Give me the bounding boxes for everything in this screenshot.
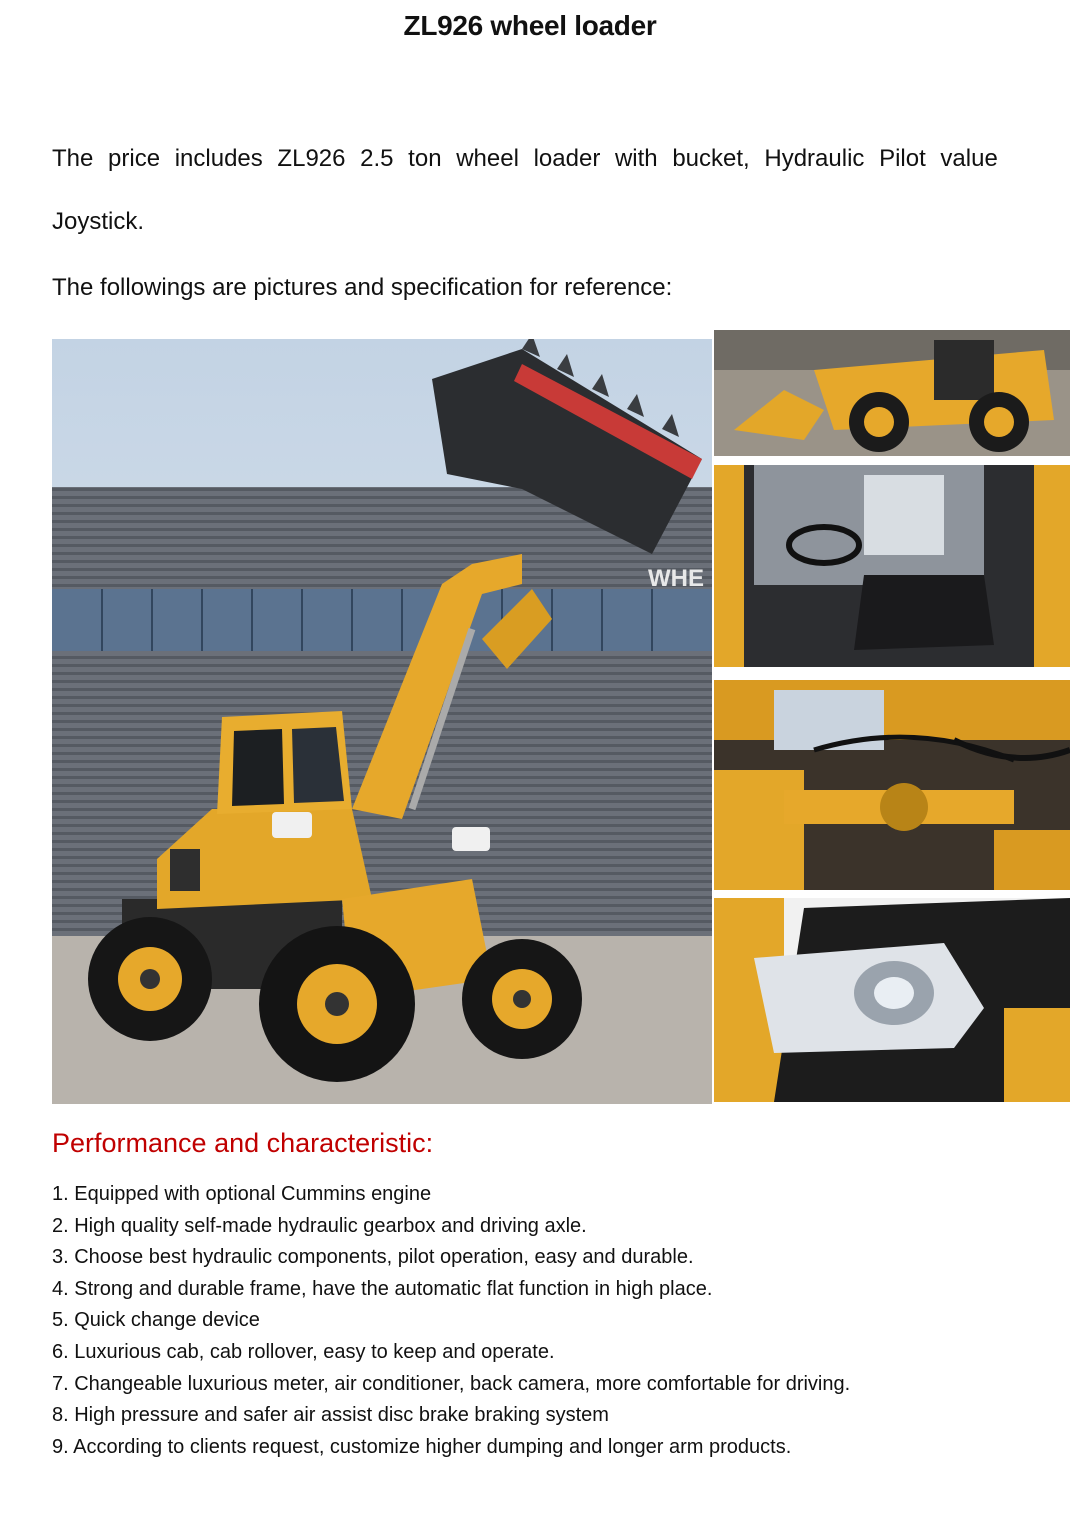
list-item: 8. High pressure and safer air assist disc brake braking system bbox=[52, 1404, 609, 1427]
list-item: 3. Choose best hydraulic components, pilot operation, easy and durable. bbox=[52, 1246, 694, 1269]
list-item: 7. Changeable luxurious meter, air conditioner, back camera, more comfortable for driving. bbox=[52, 1372, 851, 1395]
list-item: 5. Quick change device bbox=[52, 1309, 260, 1332]
building-sign-text: WHE bbox=[648, 565, 704, 592]
wheel-loader-illustration bbox=[52, 339, 712, 1104]
list-item: 9. According to clients request, customize higher dumping and longer arm products. bbox=[52, 1435, 792, 1458]
main-loader-photo bbox=[52, 339, 712, 1104]
front-left-wheel bbox=[259, 926, 415, 1082]
intro-paragraph-line1: The price includes ZL926 2.5 ton wheel loader with bucket, Hydraulic Pilot value bbox=[52, 145, 998, 172]
thumbnail-drivetrain bbox=[714, 680, 1070, 890]
page-title: ZL926 wheel loader bbox=[403, 10, 657, 41]
front-right-wheel bbox=[462, 939, 582, 1059]
list-item: 2. High quality self-made hydraulic gearbox and driving axle. bbox=[52, 1214, 587, 1237]
list-item: 4. Strong and durable frame, have the automatic flat function in high place. bbox=[52, 1277, 713, 1300]
list-item: 1. Equipped with optional Cummins engine bbox=[52, 1183, 432, 1205]
thumbnail-headlight bbox=[714, 898, 1070, 1102]
reference-note: The followings are pictures and specification for reference: bbox=[52, 274, 673, 301]
performance-heading: Performance and characteristic: bbox=[52, 1128, 434, 1158]
feature-list bbox=[52, 1180, 850, 1464]
list-item: 6. Luxurious cab, cab rollover, easy to keep and operate. bbox=[52, 1340, 555, 1363]
thumbnail-loader-side bbox=[714, 330, 1070, 456]
intro-paragraph-line2: Joystick. bbox=[52, 208, 145, 235]
rear-wheel bbox=[88, 917, 212, 1041]
thumbnail-cab-interior bbox=[714, 465, 1070, 667]
